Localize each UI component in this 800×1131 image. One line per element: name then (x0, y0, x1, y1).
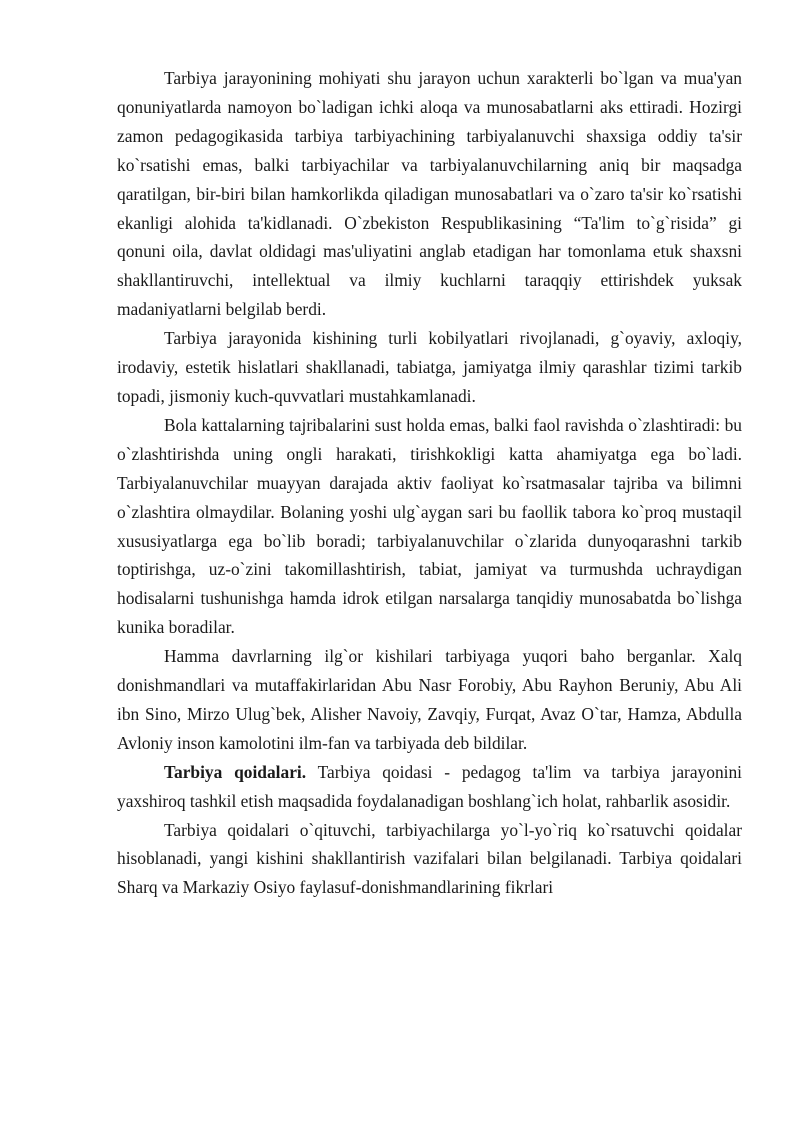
paragraph (117, 411, 742, 642)
paragraph (117, 642, 742, 758)
paragraph (117, 758, 742, 816)
section-heading-tarbiya-qoidalari: Tarbiya qoidalari. (164, 761, 307, 782)
paragraph-text: Bola kattalarning tajribalarini sust holda emas, balki faol ravishda o`zlashtiradi: bu o`zlashtirishda uning ongli harakati, tirishkokligi katta ahamiyatga ega bo`ladi. Tarbiyalanuvchilar muayyan darajada aktiv faoliyat ko`rsatmasalar tajriba va bilimni o`zlashtira olmaydilar. Bolaning yoshi ulg`aygan sari bu faollik tabora ko`proq mustaqil xususiyatlarga ega bo`lib boradi; tarbiyalanuvchilar o`zlarida dunyoqarashni tarkib toptirishga, uz-o`zini takomillashtirish, tabiat, jamiyat va turmushda uchraydigan hodisalarni tushunishga hamda idrok etilgan narsalarga tanqidiy munosabatda bo`lishga kunika boradilar. (117, 414, 742, 638)
paragraph (117, 324, 742, 411)
paragraph-text: Tarbiya jarayonining mohiyati shu jarayon uchun xarakterli bo`lgan va mua'yan qonuniyatlarda namoyon bo`ladigan ichki aloqa va munosabatlarni aks ettiradi. Hozirgi zamon pedagogikasida tarbiya tarbiyachining tarbiyalanuvchi shaxsiga oddiy ta'sir ko`rsatishi emas, balki tarbiyachilar va tarbiyalanuvchilarning aniq bir maqsadga qaratilgan, bir-biri bilan hamkorlikda qiladigan munosabatlari va o`zaro ta'sir ko`rsatishi ekanligi alohida ta'kidlanadi. O`zbekiston Respublikasining “Ta'lim to`g`risida” gi qonuni oila, davlat oldidagi mas'uliyatini anglab etadigan har tomonlama etuk shaxsni shakllantiruvchi, intellektual va ilmiy kuchlarni taraqqiy ettirishdek yuksak madaniyatlarni belgilab berdi. (117, 68, 742, 320)
paragraph-text: Tarbiya jarayonida kishining turli kobilyatlari rivojlanadi, g`oyaviy, axloqiy, irodaviy, estetik hislatlari shakllanadi, tabiatga, jamiyatga ilmiy qarashlar tizimi tarkib topadi, jismoniy kuch-quvvatlari mustahkamlanadi. (117, 328, 742, 406)
paragraph-text: Tarbiya qoidalari o`qituvchi, tarbiyachilarga yo`l-yo`riq ko`rsatuvchi qoidalar hisoblanadi, yangi kishini shakllantirish vazifalari bilan belgilanadi. Tarbiya qoidalari Sharq va Markaziy Osiyo faylasuf-donishmandlarining fikrlari (117, 819, 742, 898)
paragraph (117, 64, 742, 324)
paragraph-text: Tarbiya qoidasi - pedagog ta'lim va tarbiya jarayonini yaxshiroq tashkil etish maqsadida foydalanadigan boshlang`ich holat, rahbarlik asosidir. (117, 761, 742, 811)
paragraph-text: Hamma davrlarning ilg`or kishilari tarbiyaga yuqori baho berganlar. Xalq donishmandlari va mutaffakirlaridan Abu Nasr Forobiy, Abu Rayhon Beruniy, Abu Ali ibn Sino, Mirzo Ulug`bek, Alisher Navoiy, Zavqiy, Furqat, Avaz O`tar, Hamza, Abdulla Avloniy inson kamolotini ilm-fan va tarbiyada deb bildilar. (117, 646, 742, 753)
paragraph (117, 816, 742, 903)
document-page (117, 64, 742, 902)
